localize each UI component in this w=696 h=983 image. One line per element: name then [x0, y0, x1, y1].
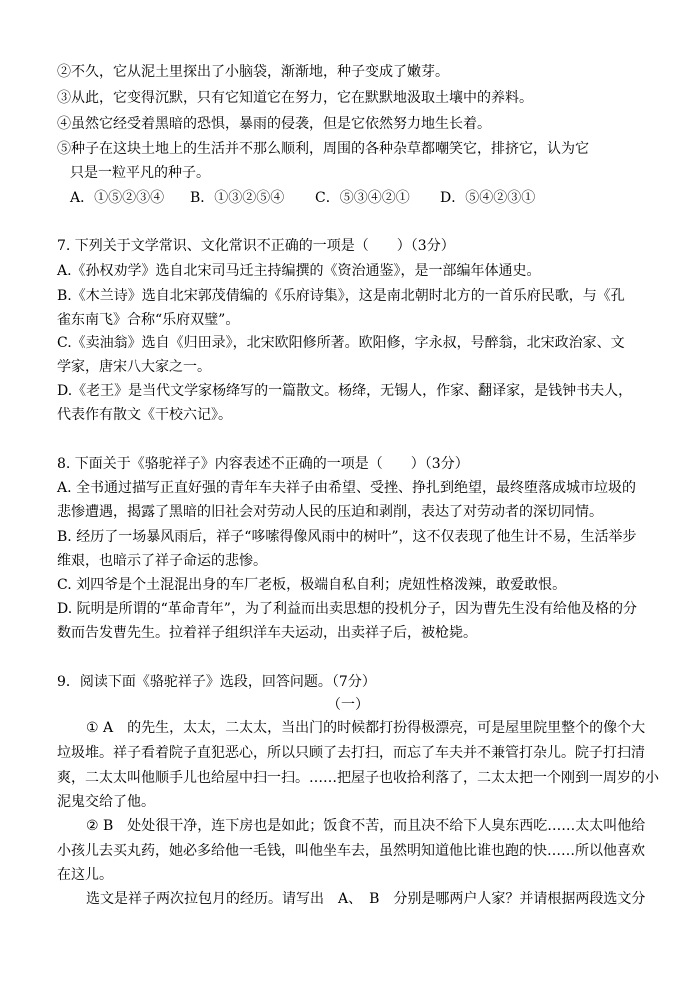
- q8-option-c: C. 刘四爷是个土混混出身的车厂老板，极端自私自利；虎妞性格泼辣，敢爱敢恨。: [57, 577, 567, 593]
- q6-item-5-line2: 只是一粒平凡的种子。: [70, 165, 210, 181]
- q7-option-b-line2: 雀东南飞》合称“乐府双璧”。: [57, 312, 240, 328]
- q9-para1-line2: 垃圾堆。祥子看着院子直犯恶心，所以只顾了去打扫，而忘了车夫并不兼管打杂儿。院子打扫清: [57, 745, 645, 761]
- q6-option-c: C．⑤③④②①: [315, 190, 410, 206]
- q9-para1-line4: 泥鬼交给了他。: [57, 794, 155, 810]
- q7-option-d-line2: 代表作有散文《干校六记》。: [57, 407, 232, 423]
- q9-para2-line3: 在这儿。: [57, 867, 113, 883]
- q9-section-heading: （一）: [327, 697, 369, 713]
- q7-option-c-line1: C.《卖油翁》选自《归田录》，北宋欧阳修所著。欧阳修，字永叔，号醉翁，北宋政治家、文: [57, 335, 625, 351]
- q7-option-c-line2: 学家，唐宋八大家之一。: [57, 359, 211, 375]
- q9-para1-line1: ① A 的先生，太太，二太太，当出门的时候都打扮得极漂亮，可是屋里院里整个的像个大: [86, 720, 646, 736]
- q8-option-b-line1: B. 经历了一场暴风雨后，祥子“哆嗦得像风雨中的树叶”，这不仅表现了他生计不易，生活举步: [57, 529, 637, 545]
- q6-option-d: D．⑤④②③①: [440, 190, 536, 206]
- q7-option-b-line1: B.《木兰诗》选自北宋郭茂倩编的《乐府诗集》，这是南北朝时北方的一首乐府民歌，与《孔: [57, 288, 625, 304]
- q8-option-a-line1: A. 全书通过描写正直好强的青年车夫祥子由希望、受挫、挣扎到绝望，最终堕落成城市垃圾的: [57, 480, 637, 496]
- q8-stem: 8. 下面关于《骆驼祥子》内容表述不正确的一项是（ ）（3分）: [57, 456, 469, 472]
- q8-option-a-line2: 悲惨遭遇，揭露了黑暗的旧社会对劳动人民的压迫和剥削，表达了对劳动者的深切同情。: [57, 504, 603, 520]
- q6-item-3: ③从此，它变得沉默，只有它知道它在努力，它在默默地汲取土壤中的养料。: [57, 90, 533, 106]
- q6-item-4: ④虽然它经受着黑暗的恐惧，暴雨的侵袭，但是它依然努力地生长着。: [57, 116, 491, 132]
- q7-option-d-line1: D.《老王》是当代文学家杨绛写的一篇散文。杨绛，无锡人，作家、翻译家，是钱钟书夫人，: [57, 383, 633, 399]
- q6-item-5-line1: ⑤种子在这块土地上的生活并不那么顺利，周围的各种杂草都嘲笑它，排挤它，认为它: [57, 141, 589, 157]
- q9-para2-line2: 小孩儿去买丸药，她必多给他一毛钱，叫他坐车去，虽然明知道他比谁也跑的快……所以他喜欢: [57, 843, 645, 859]
- q8-option-d-line2: 数而告发曹先生。拉着祥子组织洋车夫运动，出卖祥子后，被枪毙。: [57, 625, 477, 641]
- q6-options: [70, 188, 535, 208]
- q9-question: 选文是祥子两次拉包月的经历。请写出 A、 B 分别是哪两户人家？并请根据两段选文分: [86, 891, 646, 907]
- q9-stem: 9．阅读下面《骆驼祥子》选段，回答问题。（7分）: [57, 674, 376, 690]
- q6-item-2: ②不久，它从泥土里探出了小脑袋，渐渐地，种子变成了嫩芽。: [57, 64, 449, 80]
- q9-para1-line3: 爽，二太太叫他顺手儿也给屋中扫一扫。……把屋子也收拾利落了，二太太把一个刚到一周岁的小: [57, 770, 659, 786]
- q8-option-d-line1: D. 阮明是所谓的“革命青年”，为了利益而出卖思想的投机分子，因为曹先生没有给他及格的分: [57, 601, 637, 617]
- q6-option-b: B．①③②⑤④: [190, 190, 285, 206]
- q7-option-a: A.《孙权劝学》选自北宋司马迁主持编撰的《资治通鉴》，是一部编年体通史。: [57, 263, 541, 279]
- q7-stem: 7. 下列关于文学常识、文化常识不正确的一项是（ ）（3分）: [57, 238, 455, 254]
- q6-option-a: A．①⑤②③④: [70, 190, 165, 206]
- q9-para2-line1: ② B 处处很干净，连下房也是如此；饭食不苦，而且决不给下人臭东西吃……太太叫他给: [86, 818, 646, 834]
- q8-option-b-line2: 维艰，也暗示了祥子命运的悲惨。: [57, 553, 267, 569]
